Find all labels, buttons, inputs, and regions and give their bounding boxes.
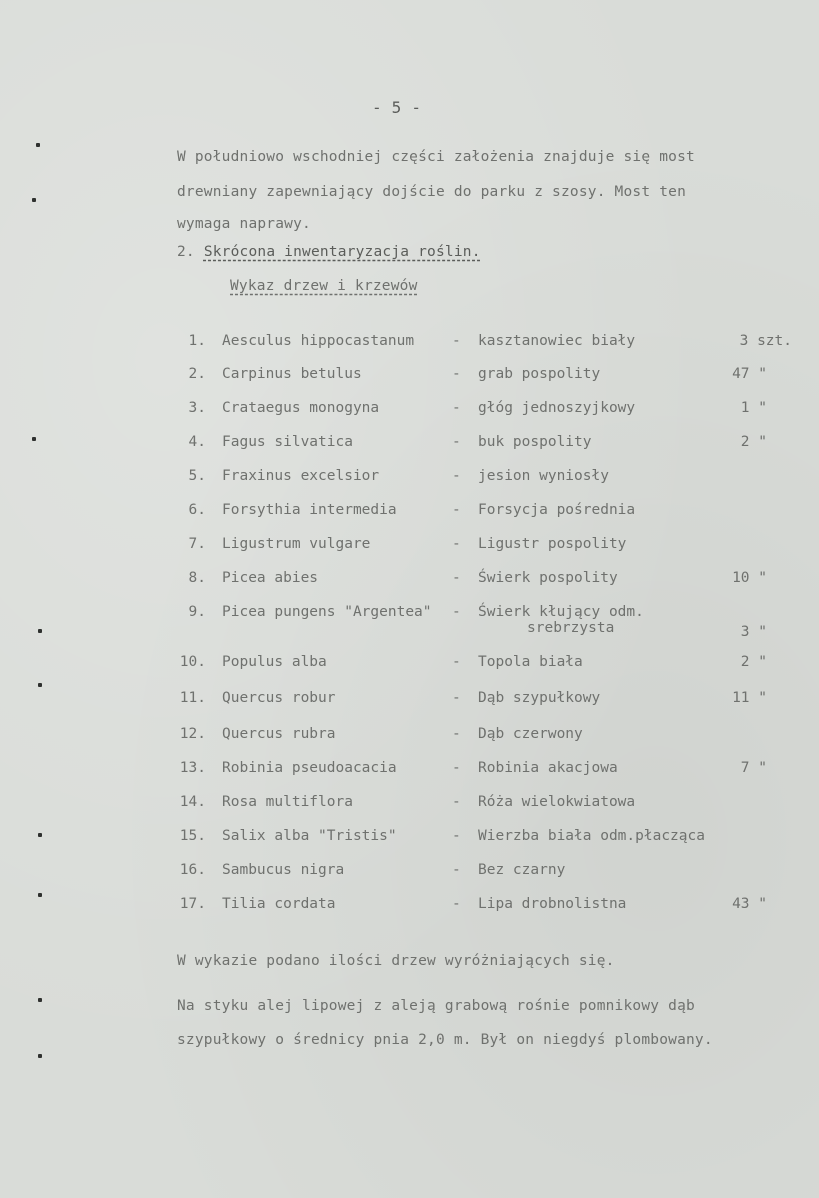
polish-name-line2: srebrzysta bbox=[527, 620, 615, 636]
quantity: 47 " bbox=[732, 366, 767, 382]
quantity: 11 " bbox=[732, 690, 767, 706]
margin-dot bbox=[38, 998, 42, 1002]
dash: - bbox=[452, 333, 461, 349]
polish-name: grab pospolity bbox=[478, 366, 601, 382]
dash: - bbox=[452, 654, 461, 670]
table-row bbox=[0, 726, 819, 746]
polish-name: Dąb czerwony bbox=[478, 726, 583, 742]
dash: - bbox=[452, 726, 461, 742]
intro-line-3: wymaga naprawy. bbox=[177, 216, 311, 232]
polish-name: Forsycja pośrednia bbox=[478, 502, 636, 518]
row-number: 16. bbox=[179, 862, 206, 878]
dash: - bbox=[452, 760, 461, 776]
dash: - bbox=[452, 536, 461, 552]
dash: - bbox=[452, 604, 461, 620]
polish-name: Ligustr pospolity bbox=[478, 536, 627, 552]
margin-dot bbox=[36, 143, 40, 147]
dash: - bbox=[452, 468, 461, 484]
row-number: 10. bbox=[179, 654, 206, 670]
closing-line-1: W wykazie podano ilości drzew wyróżniających się. bbox=[177, 953, 615, 969]
section-number: 2. bbox=[177, 244, 195, 260]
margin-dot bbox=[38, 1054, 42, 1058]
dash: - bbox=[452, 502, 461, 518]
section-title: Skrócona inwentaryzacja roślin. bbox=[203, 244, 481, 260]
latin-name: Rosa multiflora bbox=[222, 794, 353, 810]
polish-name: Świerk pospolity bbox=[478, 570, 618, 586]
row-number: 4. bbox=[188, 434, 206, 450]
closing-line-2: Na styku alej lipowej z aleją grabową rośnie pomnikowy dąb bbox=[177, 998, 695, 1014]
row-number: 7. bbox=[188, 536, 206, 552]
dash: - bbox=[452, 400, 461, 416]
intro-line-1: W południowo wschodniej części założenia znajduje się most bbox=[177, 149, 695, 165]
dash: - bbox=[452, 794, 461, 810]
dash: - bbox=[452, 570, 461, 586]
polish-name: Świerk kłujący odm. bbox=[478, 604, 644, 620]
dash: - bbox=[452, 896, 461, 912]
row-number: 17. bbox=[179, 896, 206, 912]
row-number: 1. bbox=[188, 333, 206, 349]
table-row bbox=[0, 502, 819, 522]
table-row bbox=[0, 654, 819, 674]
latin-name: Ligustrum vulgare bbox=[222, 536, 371, 552]
dash: - bbox=[452, 366, 461, 382]
latin-name: Forsythia intermedia bbox=[222, 502, 397, 518]
latin-name: Populus alba bbox=[222, 654, 327, 670]
table-row bbox=[0, 828, 819, 848]
margin-dot bbox=[38, 683, 42, 687]
table-row bbox=[0, 400, 819, 420]
polish-name: Bez czarny bbox=[478, 862, 566, 878]
table-row bbox=[0, 468, 819, 488]
quantity: 2 " bbox=[740, 654, 767, 670]
section-subtitle: Wykaz drzew i krzewów bbox=[230, 278, 418, 294]
section-heading bbox=[177, 244, 481, 260]
table-row bbox=[0, 896, 819, 916]
row-number: 6. bbox=[188, 502, 206, 518]
table-row bbox=[0, 760, 819, 780]
table-row bbox=[0, 604, 819, 644]
page-number: - 5 - bbox=[372, 98, 422, 117]
latin-name: Picea abies bbox=[222, 570, 319, 586]
quantity: 10 " bbox=[732, 570, 767, 586]
margin-dot bbox=[32, 198, 36, 202]
polish-name: jesion wyniosły bbox=[478, 468, 609, 484]
polish-name: Róża wielokwiatowa bbox=[478, 794, 636, 810]
quantity: 43 " bbox=[732, 896, 767, 912]
margin-dot bbox=[38, 893, 42, 897]
latin-name: Fraxinus excelsior bbox=[222, 468, 380, 484]
row-number: 3. bbox=[188, 400, 206, 416]
row-number: 11. bbox=[179, 690, 206, 706]
quantity: 2 " bbox=[740, 434, 767, 450]
table-row bbox=[0, 690, 819, 710]
row-number: 2. bbox=[188, 366, 206, 382]
dash: - bbox=[452, 690, 461, 706]
latin-name: Quercus robur bbox=[222, 690, 336, 706]
latin-name: Picea pungens "Argentea" bbox=[222, 604, 432, 620]
row-number: 9. bbox=[188, 604, 206, 620]
margin-dot bbox=[38, 833, 42, 837]
table-row bbox=[0, 536, 819, 556]
polish-name: Dąb szypułkowy bbox=[478, 690, 601, 706]
table-row bbox=[0, 333, 819, 353]
row-number: 5. bbox=[188, 468, 206, 484]
dash: - bbox=[452, 434, 461, 450]
polish-name: Topola biała bbox=[478, 654, 583, 670]
dash: - bbox=[452, 828, 461, 844]
latin-name: Aesculus hippocastanum bbox=[222, 333, 415, 349]
row-number: 13. bbox=[179, 760, 206, 776]
polish-name: Lipa drobnolistna bbox=[478, 896, 627, 912]
margin-dot bbox=[32, 437, 36, 441]
table-row bbox=[0, 862, 819, 882]
latin-name: Salix alba "Tristis" bbox=[222, 828, 397, 844]
latin-name: Crataegus monogyna bbox=[222, 400, 380, 416]
row-number: 8. bbox=[188, 570, 206, 586]
latin-name: Sambucus nigra bbox=[222, 862, 345, 878]
polish-name: Wierzba biała odm.płacząca bbox=[478, 828, 705, 844]
polish-name: kasztanowiec biały bbox=[478, 333, 636, 349]
margin-dot bbox=[38, 629, 42, 633]
row-number: 14. bbox=[179, 794, 206, 810]
dash: - bbox=[452, 862, 461, 878]
table-row bbox=[0, 570, 819, 590]
polish-name: buk pospolity bbox=[478, 434, 592, 450]
table-row bbox=[0, 794, 819, 814]
intro-line-2: drewniany zapewniający dojście do parku z szosy. Most ten bbox=[177, 184, 686, 200]
latin-name: Quercus rubra bbox=[222, 726, 336, 742]
closing-line-3: szypułkowy o średnicy pnia 2,0 m. Był on niegdyś plombowany. bbox=[177, 1032, 713, 1048]
polish-name: Robinia akacjowa bbox=[478, 760, 618, 776]
quantity: 7 " bbox=[740, 760, 767, 776]
quantity: 1 " bbox=[740, 400, 767, 416]
latin-name: Robinia pseudoacacia bbox=[222, 760, 397, 776]
row-number: 12. bbox=[179, 726, 206, 742]
quantity: 3 szt. bbox=[739, 333, 792, 349]
quantity: 3 " bbox=[740, 624, 767, 640]
polish-name: głóg jednoszyjkowy bbox=[478, 400, 636, 416]
table-row bbox=[0, 366, 819, 386]
latin-name: Carpinus betulus bbox=[222, 366, 362, 382]
latin-name: Fagus silvatica bbox=[222, 434, 353, 450]
latin-name: Tilia cordata bbox=[222, 896, 336, 912]
row-number: 15. bbox=[179, 828, 206, 844]
table-row bbox=[0, 434, 819, 454]
